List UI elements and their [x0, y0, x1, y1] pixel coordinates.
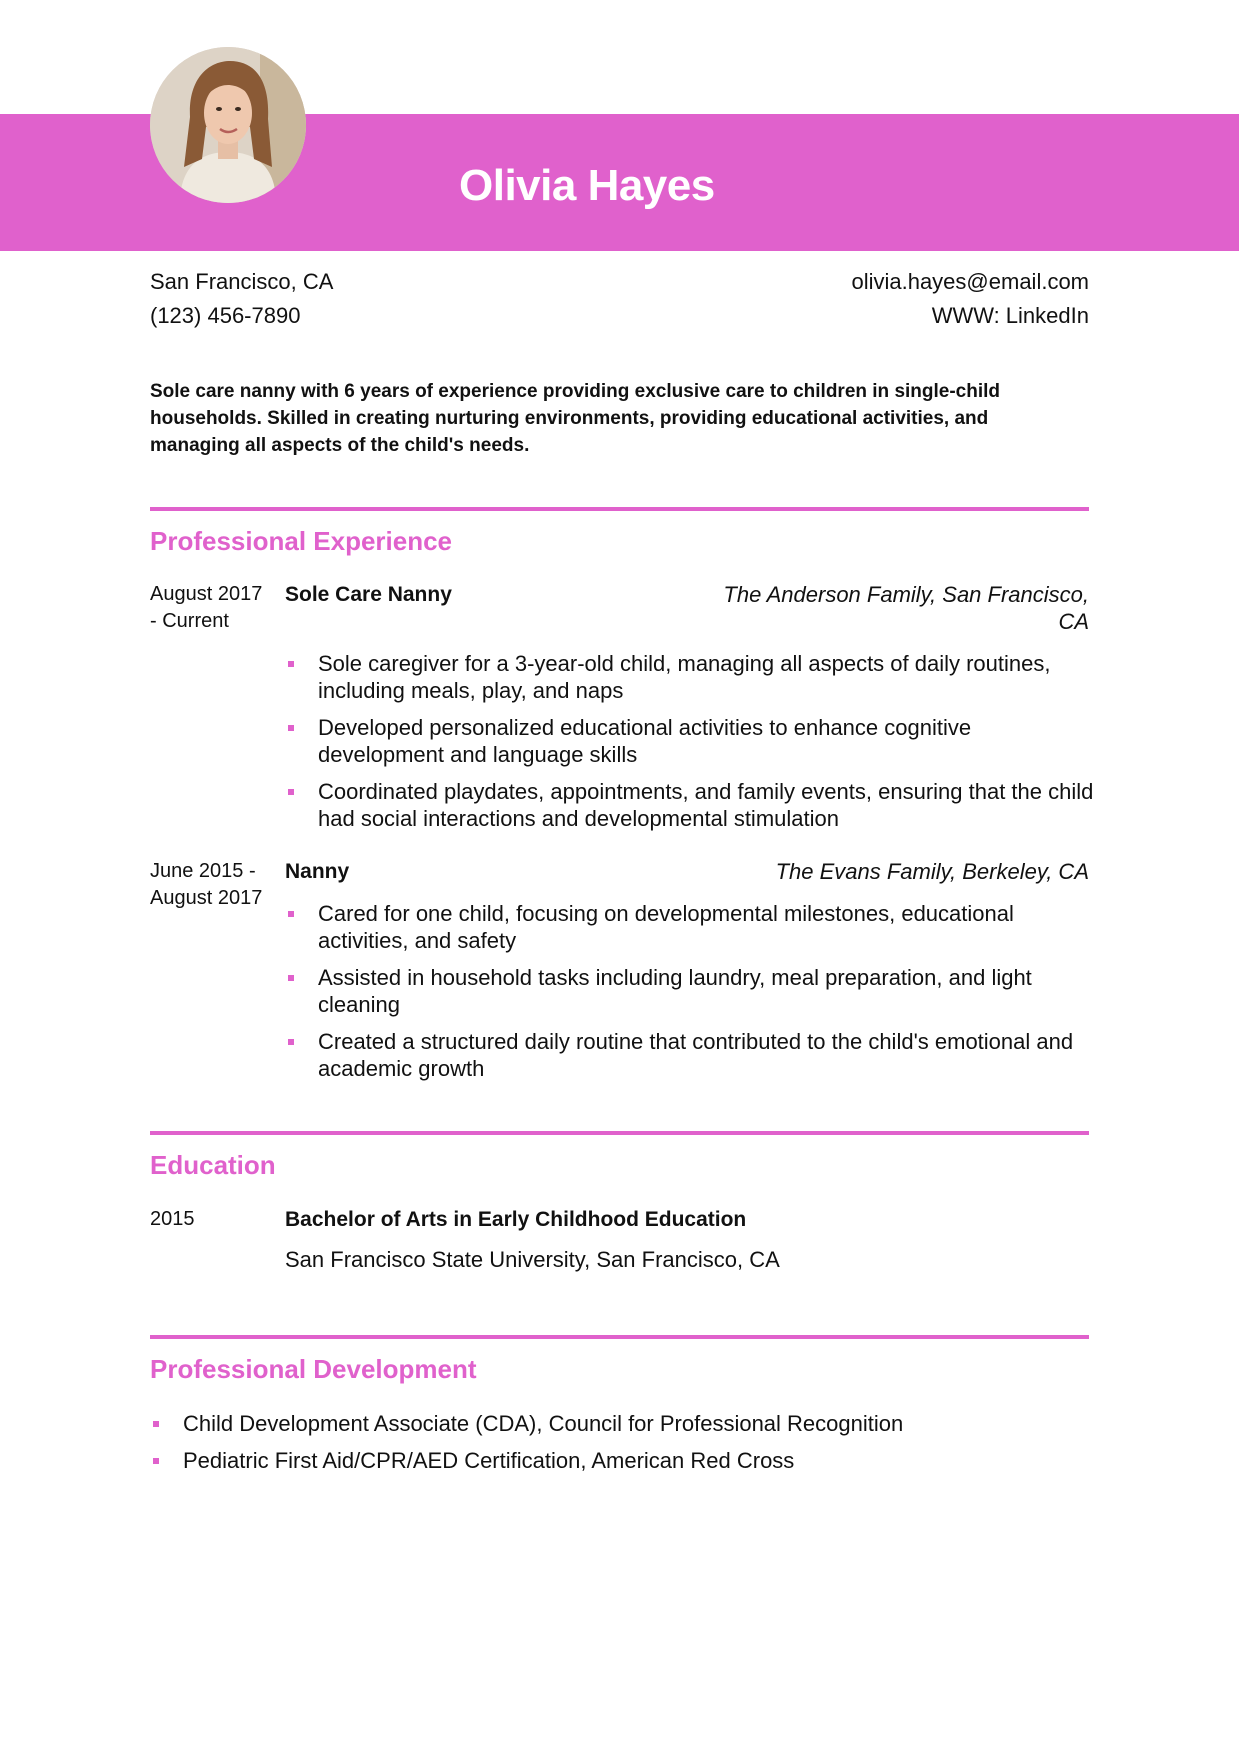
education-year: 2015	[150, 1208, 195, 1230]
contact-left	[150, 265, 333, 333]
education-heading: Education	[150, 1150, 276, 1180]
development-list	[150, 1410, 1089, 1484]
education-divider	[150, 1131, 1089, 1135]
job-1-title: Sole Care Nanny	[285, 583, 452, 606]
education-degree: Bachelor of Arts in Early Childhood Education	[285, 1208, 747, 1231]
profile-photo	[150, 47, 306, 203]
contact-right	[851, 265, 1089, 333]
experience-divider	[150, 507, 1089, 511]
list-item: Pediatric First Aid/CPR/AED Certification, American Red Cross	[150, 1447, 1089, 1474]
job-2-employer: The Evans Family, Berkeley, CA	[775, 859, 1089, 884]
development-divider	[150, 1335, 1089, 1339]
bullet-icon	[288, 789, 294, 795]
bullet-icon	[153, 1458, 159, 1464]
bullet-icon	[288, 725, 294, 731]
list-item: Coordinated playdates, appointments, and family events, ensuring that the child had social interactions and developmental stimulation	[285, 778, 1097, 832]
location-text: San Francisco, CA	[150, 269, 334, 294]
bullet-icon	[288, 1039, 294, 1045]
education-school: San Francisco State University, San Francisco, CA	[285, 1247, 780, 1272]
job-1-dates: August 2017 - Current	[150, 583, 263, 632]
list-item: Cared for one child, focusing on developmental milestones, educational activities, and safety	[285, 900, 1097, 954]
bullet-icon	[288, 975, 294, 981]
bullet-icon	[153, 1421, 159, 1427]
job-2-dates: June 2015 - August 2017	[150, 860, 263, 909]
list-item: Created a structured daily routine that contributed to the child's emotional and academic growth	[285, 1028, 1097, 1082]
experience-heading: Professional Experience	[150, 526, 453, 556]
list-item: Child Development Associate (CDA), Council for Professional Recognition	[150, 1410, 1089, 1437]
linkedin-link[interactable]: WWW: LinkedIn	[931, 303, 1089, 328]
phone-text: (123) 456-7890	[150, 303, 301, 328]
list-item: Developed personalized educational activities to enhance cognitive development and language skills	[285, 714, 1097, 768]
job-2-bullets	[285, 900, 1097, 1092]
bullet-icon	[288, 911, 294, 917]
summary-text: Sole care nanny with 6 years of experience providing exclusive care to children in single-child households. Skilled in creating nurturing environments, providing educational activities, and managing all aspects of the child's needs.	[150, 381, 1001, 456]
job-1-employer: The Anderson Family, San Francisco, CA	[723, 582, 1089, 634]
job-1-bullets	[285, 650, 1097, 842]
list-item: Sole caregiver for a 3-year-old child, managing all aspects of daily routines, including meals, play, and naps	[285, 650, 1097, 704]
job-2-title: Nanny	[285, 860, 350, 883]
development-heading: Professional Development	[150, 1354, 477, 1384]
list-item: Assisted in household tasks including laundry, meal preparation, and light cleaning	[285, 964, 1097, 1018]
candidate-name: Olivia Hayes	[459, 161, 715, 210]
bullet-icon	[288, 661, 294, 667]
email-link[interactable]: olivia.hayes@email.com	[851, 269, 1089, 294]
